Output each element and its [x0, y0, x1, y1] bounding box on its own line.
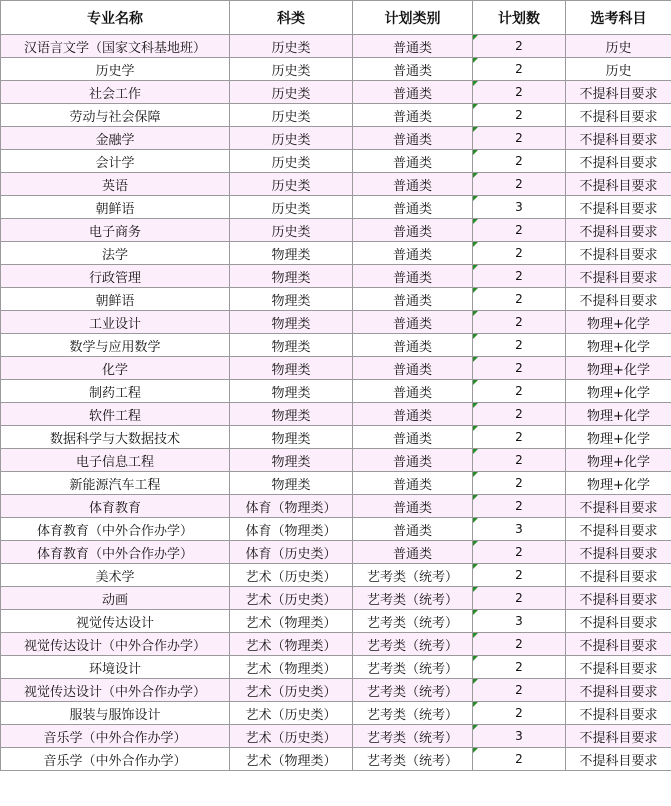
required-subjects-cell: 物理+化学: [566, 403, 671, 426]
plan-count-cell: 2: [473, 150, 566, 173]
plan-type-cell: 普通类: [353, 334, 473, 357]
major-name-cell: 电子信息工程: [1, 449, 230, 472]
plan-count-cell: 3: [473, 725, 566, 748]
plan-count-cell: 2: [473, 426, 566, 449]
required-subjects-cell: 不提科目要求: [566, 127, 671, 150]
plan-count-cell: 2: [473, 679, 566, 702]
plan-type-cell: 普通类: [353, 196, 473, 219]
major-name-cell: 体育教育（中外合作办学）: [1, 541, 230, 564]
table-row: [1, 679, 671, 702]
plan-count-cell: 2: [473, 219, 566, 242]
major-name-cell: 英语: [1, 173, 230, 196]
plan-count-cell: 2: [473, 58, 566, 81]
table-row: [1, 173, 671, 196]
major-name-cell: 音乐学（中外合作办学）: [1, 748, 230, 771]
plan-type-cell: 普通类: [353, 127, 473, 150]
plan-count-cell: 2: [473, 242, 566, 265]
subject-category-cell: 艺术（历史类）: [230, 679, 353, 702]
plan-count-cell: 3: [473, 518, 566, 541]
subject-category-cell: 物理类: [230, 403, 353, 426]
major-name-cell: 金融学: [1, 127, 230, 150]
plan-count-cell: 2: [473, 127, 566, 150]
plan-type-cell: 普通类: [353, 541, 473, 564]
subject-category-cell: 历史类: [230, 127, 353, 150]
major-name-cell: 新能源汽车工程: [1, 472, 230, 495]
plan-count-cell: 3: [473, 196, 566, 219]
subject-category-cell: 物理类: [230, 265, 353, 288]
header-subject-category: 科类: [230, 1, 353, 35]
table-row: [1, 656, 671, 679]
major-name-cell: 电子商务: [1, 219, 230, 242]
plan-count-cell: 2: [473, 748, 566, 771]
required-subjects-cell: 不提科目要求: [566, 541, 671, 564]
table-row: [1, 265, 671, 288]
required-subjects-cell: 物理+化学: [566, 449, 671, 472]
subject-category-cell: 历史类: [230, 35, 353, 58]
plan-count-cell: 2: [473, 472, 566, 495]
table-row: [1, 242, 671, 265]
table-row: [1, 288, 671, 311]
required-subjects-cell: 不提科目要求: [566, 610, 671, 633]
plan-type-cell: 普通类: [353, 403, 473, 426]
plan-count-cell: 2: [473, 357, 566, 380]
plan-count-cell: 2: [473, 656, 566, 679]
plan-type-cell: 艺考类（统考）: [353, 748, 473, 771]
header-plan-type: 计划类别: [353, 1, 473, 35]
plan-type-cell: 艺考类（统考）: [353, 633, 473, 656]
table-row: [1, 357, 671, 380]
required-subjects-cell: 不提科目要求: [566, 587, 671, 610]
major-name-cell: 视觉传达设计: [1, 610, 230, 633]
table-row: [1, 35, 671, 58]
required-subjects-cell: 不提科目要求: [566, 104, 671, 127]
major-name-cell: 历史学: [1, 58, 230, 81]
major-name-cell: 体育教育: [1, 495, 230, 518]
plan-type-cell: 普通类: [353, 265, 473, 288]
table-row: [1, 403, 671, 426]
subject-category-cell: 物理类: [230, 449, 353, 472]
plan-type-cell: 普通类: [353, 288, 473, 311]
subject-category-cell: 体育（物理类）: [230, 495, 353, 518]
subject-category-cell: 艺术（历史类）: [230, 725, 353, 748]
plan-type-cell: 普通类: [353, 104, 473, 127]
table-row: [1, 127, 671, 150]
plan-count-cell: 2: [473, 81, 566, 104]
plan-type-cell: 普通类: [353, 357, 473, 380]
plan-type-cell: 艺考类（统考）: [353, 656, 473, 679]
major-name-cell: 服装与服饰设计: [1, 702, 230, 725]
table-row: [1, 518, 671, 541]
plan-type-cell: 普通类: [353, 58, 473, 81]
required-subjects-cell: 不提科目要求: [566, 748, 671, 771]
major-name-cell: 数据科学与大数据技术: [1, 426, 230, 449]
major-name-cell: 视觉传达设计（中外合作办学）: [1, 679, 230, 702]
plan-type-cell: 普通类: [353, 81, 473, 104]
required-subjects-cell: 不提科目要求: [566, 518, 671, 541]
subject-category-cell: 物理类: [230, 311, 353, 334]
subject-category-cell: 体育（物理类）: [230, 518, 353, 541]
major-name-cell: 朝鲜语: [1, 288, 230, 311]
subject-category-cell: 历史类: [230, 196, 353, 219]
subject-category-cell: 体育（历史类）: [230, 541, 353, 564]
subject-category-cell: 物理类: [230, 242, 353, 265]
required-subjects-cell: 不提科目要求: [566, 196, 671, 219]
plan-count-cell: 2: [473, 35, 566, 58]
plan-count-cell: 3: [473, 610, 566, 633]
table-row: [1, 587, 671, 610]
major-name-cell: 朝鲜语: [1, 196, 230, 219]
plan-count-cell: 2: [473, 334, 566, 357]
table-row: [1, 380, 671, 403]
major-name-cell: 动画: [1, 587, 230, 610]
required-subjects-cell: 不提科目要求: [566, 150, 671, 173]
major-name-cell: 环境设计: [1, 656, 230, 679]
table-row: [1, 702, 671, 725]
major-name-cell: 美术学: [1, 564, 230, 587]
plan-count-cell: 2: [473, 288, 566, 311]
subject-category-cell: 艺术（物理类）: [230, 656, 353, 679]
major-name-cell: 行政管理: [1, 265, 230, 288]
required-subjects-cell: 不提科目要求: [566, 81, 671, 104]
header-row: [1, 1, 671, 35]
required-subjects-cell: 不提科目要求: [566, 633, 671, 656]
plan-type-cell: 艺考类（统考）: [353, 702, 473, 725]
required-subjects-cell: 不提科目要求: [566, 173, 671, 196]
plan-count-cell: 2: [473, 311, 566, 334]
table-row: [1, 196, 671, 219]
subject-category-cell: 艺术（历史类）: [230, 587, 353, 610]
header-required-subjects: 选考科目: [566, 1, 671, 35]
header-plan-count: 计划数: [473, 1, 566, 35]
subject-category-cell: 历史类: [230, 58, 353, 81]
plan-count-cell: 2: [473, 173, 566, 196]
plan-count-cell: 2: [473, 104, 566, 127]
subject-category-cell: 物理类: [230, 426, 353, 449]
required-subjects-cell: 不提科目要求: [566, 679, 671, 702]
plan-type-cell: 普通类: [353, 449, 473, 472]
plan-type-cell: 普通类: [353, 426, 473, 449]
plan-type-cell: 艺考类（统考）: [353, 725, 473, 748]
major-name-cell: 汉语言文学（国家文科基地班）: [1, 35, 230, 58]
major-name-cell: 音乐学（中外合作办学）: [1, 725, 230, 748]
plan-type-cell: 普通类: [353, 311, 473, 334]
plan-type-cell: 普通类: [353, 150, 473, 173]
table-row: [1, 495, 671, 518]
subject-category-cell: 物理类: [230, 357, 353, 380]
table-row: [1, 81, 671, 104]
plan-type-cell: 艺考类（统考）: [353, 564, 473, 587]
plan-type-cell: 普通类: [353, 518, 473, 541]
table-row: [1, 610, 671, 633]
subject-category-cell: 艺术（历史类）: [230, 702, 353, 725]
subject-category-cell: 历史类: [230, 81, 353, 104]
plan-count-cell: 2: [473, 702, 566, 725]
plan-type-cell: 普通类: [353, 173, 473, 196]
subject-category-cell: 历史类: [230, 150, 353, 173]
table-row: [1, 334, 671, 357]
plan-type-cell: 艺考类（统考）: [353, 610, 473, 633]
major-name-cell: 软件工程: [1, 403, 230, 426]
plan-count-cell: 2: [473, 449, 566, 472]
required-subjects-cell: 物理+化学: [566, 311, 671, 334]
plan-count-cell: 2: [473, 541, 566, 564]
major-name-cell: 会计学: [1, 150, 230, 173]
required-subjects-cell: 不提科目要求: [566, 702, 671, 725]
subject-category-cell: 历史类: [230, 104, 353, 127]
required-subjects-cell: 历史: [566, 35, 671, 58]
required-subjects-cell: 物理+化学: [566, 357, 671, 380]
plan-type-cell: 普通类: [353, 35, 473, 58]
header-major-name: 专业名称: [1, 1, 230, 35]
required-subjects-cell: 物理+化学: [566, 334, 671, 357]
required-subjects-cell: 历史: [566, 58, 671, 81]
subject-category-cell: 物理类: [230, 288, 353, 311]
plan-count-cell: 2: [473, 564, 566, 587]
plan-type-cell: 普通类: [353, 242, 473, 265]
plan-count-cell: 2: [473, 403, 566, 426]
plan-type-cell: 普通类: [353, 495, 473, 518]
plan-count-cell: 2: [473, 495, 566, 518]
plan-count-cell: 2: [473, 587, 566, 610]
table-row: [1, 748, 671, 771]
subject-category-cell: 艺术（物理类）: [230, 610, 353, 633]
subject-category-cell: 艺术（物理类）: [230, 748, 353, 771]
plan-count-cell: 2: [473, 380, 566, 403]
table-row: [1, 449, 671, 472]
major-name-cell: 工业设计: [1, 311, 230, 334]
plan-count-cell: 2: [473, 633, 566, 656]
table-row: [1, 104, 671, 127]
required-subjects-cell: 不提科目要求: [566, 288, 671, 311]
required-subjects-cell: 不提科目要求: [566, 219, 671, 242]
required-subjects-cell: 不提科目要求: [566, 265, 671, 288]
plan-type-cell: 艺考类（统考）: [353, 587, 473, 610]
plan-type-cell: 艺考类（统考）: [353, 679, 473, 702]
table-row: [1, 311, 671, 334]
major-name-cell: 数学与应用数学: [1, 334, 230, 357]
major-name-cell: 化学: [1, 357, 230, 380]
major-name-cell: 制药工程: [1, 380, 230, 403]
required-subjects-cell: 不提科目要求: [566, 725, 671, 748]
table-row: [1, 219, 671, 242]
subject-category-cell: 艺术（历史类）: [230, 564, 353, 587]
plan-count-cell: 2: [473, 265, 566, 288]
table-row: [1, 725, 671, 748]
subject-category-cell: 物理类: [230, 334, 353, 357]
plan-type-cell: 普通类: [353, 219, 473, 242]
table-row: [1, 541, 671, 564]
major-name-cell: 法学: [1, 242, 230, 265]
required-subjects-cell: 不提科目要求: [566, 242, 671, 265]
plan-type-cell: 普通类: [353, 472, 473, 495]
plan-type-cell: 普通类: [353, 380, 473, 403]
subject-category-cell: 艺术（物理类）: [230, 633, 353, 656]
major-name-cell: 社会工作: [1, 81, 230, 104]
table-row: [1, 150, 671, 173]
required-subjects-cell: 不提科目要求: [566, 564, 671, 587]
required-subjects-cell: 不提科目要求: [566, 656, 671, 679]
table-row: [1, 633, 671, 656]
required-subjects-cell: 物理+化学: [566, 472, 671, 495]
table-row: [1, 472, 671, 495]
subject-category-cell: 历史类: [230, 219, 353, 242]
table-row: [1, 426, 671, 449]
required-subjects-cell: 不提科目要求: [566, 495, 671, 518]
subject-category-cell: 物理类: [230, 472, 353, 495]
subject-category-cell: 物理类: [230, 380, 353, 403]
table-row: [1, 564, 671, 587]
subject-category-cell: 历史类: [230, 173, 353, 196]
table-row: [1, 58, 671, 81]
major-name-cell: 体育教育（中外合作办学）: [1, 518, 230, 541]
major-name-cell: 视觉传达设计（中外合作办学）: [1, 633, 230, 656]
required-subjects-cell: 物理+化学: [566, 380, 671, 403]
major-name-cell: 劳动与社会保障: [1, 104, 230, 127]
required-subjects-cell: 物理+化学: [566, 426, 671, 449]
